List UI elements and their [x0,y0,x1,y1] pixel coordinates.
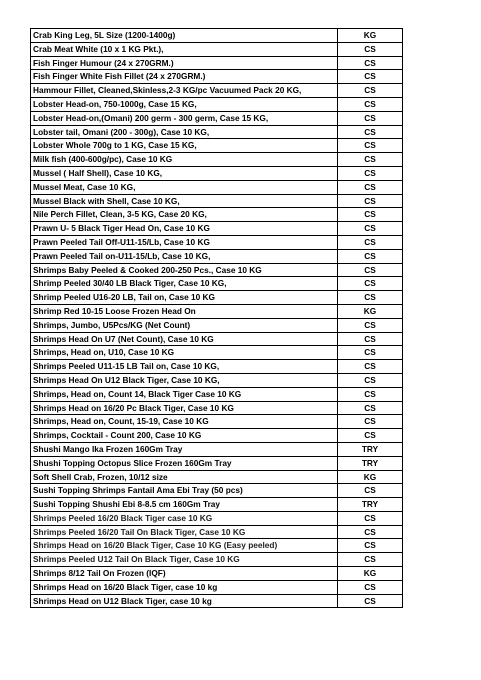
product-unit-cell: CS [338,125,403,139]
product-description-cell: Shrimps, Jumbo, U5Pcs/KG (Net Count) [31,318,338,332]
product-description-cell: Sushi Topping Shushi Ebi 8-8.5 cm 160Gm Tray [31,498,338,512]
product-description-cell: Shushi Mango Ika Frozen 160Gm Tray [31,442,338,456]
product-unit-cell: CS [338,180,403,194]
product-unit-cell: CS [338,346,403,360]
product-unit-cell: CS [338,249,403,263]
table-row [31,263,403,277]
product-unit-cell: CS [338,525,403,539]
product-unit-cell: CS [338,194,403,208]
product-unit-cell: KG [338,567,403,581]
table-row [31,194,403,208]
product-unit-cell: CS [338,553,403,567]
table-row [31,553,403,567]
product-unit-cell: CS [338,56,403,70]
product-description-cell: Shrimps 8/12 Tail On Frozen (IQF) [31,567,338,581]
product-unit-cell: KG [338,304,403,318]
product-description-cell: Shrimp Red 10-15 Loose Frozen Head On [31,304,338,318]
product-unit-cell: CS [338,580,403,594]
product-description-cell: Mussel Meat, Case 10 KG, [31,180,338,194]
table-row [31,360,403,374]
product-description-cell: Shrimps Baby Peeled & Cooked 200-250 Pcs., Case 10 KG [31,263,338,277]
table-row [31,249,403,263]
product-description-cell: Prawn Peeled Tail Off-U11-15/Lb, Case 10 KG [31,235,338,249]
product-unit-cell: CS [338,415,403,429]
product-unit-cell: CS [338,539,403,553]
table-row [31,70,403,84]
product-description-cell: Shrimps, Head on, U10, Case 10 KG [31,346,338,360]
product-description-cell: Sushi Topping Shrimps Fantail Ama Ebi Tray (50 pcs) [31,484,338,498]
table-row [31,511,403,525]
product-description-cell: Shrimps Head On U12 Black Tiger, Case 10 KG, [31,373,338,387]
product-description-cell: Soft Shell Crab, Frozen, 10/12 size [31,470,338,484]
product-price-sheet [30,28,400,608]
table-row [31,180,403,194]
product-unit-cell: CS [338,70,403,84]
product-description-cell: Lobster Head-on, 750-1000g, Case 15 KG, [31,97,338,111]
product-unit-cell: KG [338,470,403,484]
product-unit-cell: KG [338,29,403,43]
table-row [31,525,403,539]
product-unit-cell: CS [338,166,403,180]
product-unit-cell: CS [338,153,403,167]
table-row [31,594,403,608]
product-unit-cell: CS [338,594,403,608]
product-unit-cell: CS [338,401,403,415]
product-description-cell: Prawn Peeled Tail on-U11-15/Lb, Case 10 KG, [31,249,338,263]
table-row [31,539,403,553]
product-description-cell: Shrimps Peeled U11-15 LB Tail on, Case 10 KG, [31,360,338,374]
table-row [31,401,403,415]
product-description-cell: Shrimps Peeled 16/20 Tail On Black Tiger, Case 10 KG [31,525,338,539]
product-description-cell: Shrimps Peeled U12 Tail On Black Tiger, Case 10 KG [31,553,338,567]
table-row [31,304,403,318]
product-unit-cell: TRY [338,498,403,512]
product-description-cell: Lobster Whole 700g to 1 KG, Case 15 KG, [31,139,338,153]
product-description-cell: Shrimps, Cocktail - Count 200, Case 10 KG [31,429,338,443]
product-unit-cell: CS [338,373,403,387]
product-description-cell: Mussel ( Half Shell), Case 10 KG, [31,166,338,180]
product-description-cell: Shrimps, Head on, Count, 15-19, Case 10 KG [31,415,338,429]
table-row [31,456,403,470]
table-row [31,56,403,70]
table-row [31,139,403,153]
product-description-cell: Fish Finger White Fish Fillet (24 x 270GRM.) [31,70,338,84]
product-description-cell: Shrimps Head on 16/20 Pc Black Tiger, Case 10 KG [31,401,338,415]
product-table [30,28,403,608]
table-row [31,346,403,360]
table-row [31,277,403,291]
product-description-cell: Shrimps Peeled 16/20 Black Tiger case 10 KG [31,511,338,525]
product-unit-cell: CS [338,42,403,56]
product-unit-cell: CS [338,263,403,277]
table-row [31,84,403,98]
product-description-cell: Shrimps Head On U7 (Net Count), Case 10 KG [31,332,338,346]
product-unit-cell: CS [338,84,403,98]
product-unit-cell: CS [338,111,403,125]
table-row [31,153,403,167]
table-row [31,470,403,484]
product-description-cell: Shrimp Peeled 30/40 LB Black Tiger, Case 10 KG, [31,277,338,291]
product-unit-cell: CS [338,139,403,153]
table-row [31,97,403,111]
table-row [31,125,403,139]
table-row [31,484,403,498]
table-row [31,373,403,387]
product-unit-cell: CS [338,277,403,291]
table-row [31,235,403,249]
product-unit-cell: CS [338,291,403,305]
table-row [31,111,403,125]
table-row [31,387,403,401]
table-row [31,166,403,180]
product-description-cell: Fish Finger Humour (24 x 270GRM.) [31,56,338,70]
product-unit-cell: CS [338,235,403,249]
product-description-cell: Shrimps, Head on, Count 14, Black Tiger Case 10 KG [31,387,338,401]
product-description-cell: Crab King Leg, 5L Size (1200-1400g) [31,29,338,43]
product-description-cell: Mussel Black with Shell, Case 10 KG, [31,194,338,208]
table-row [31,332,403,346]
table-row [31,567,403,581]
product-description-cell: Shushi Topping Octopus Slice Frozen 160Gm Tray [31,456,338,470]
product-unit-cell: CS [338,511,403,525]
table-row [31,208,403,222]
product-unit-cell: TRY [338,456,403,470]
product-description-cell: Hammour Fillet, Cleaned,Skinless,2-3 KG/pc Vacuumed Pack 20 KG, [31,84,338,98]
product-description-cell: Shrimps Head on U12 Black Tiger, case 10 kg [31,594,338,608]
product-description-cell: Shrimps Head on 16/20 Black Tiger, case 10 kg [31,580,338,594]
product-unit-cell: CS [338,318,403,332]
table-row [31,318,403,332]
product-description-cell: Lobster Head-on,(Omani) 200 germ - 300 germ, Case 15 KG, [31,111,338,125]
table-row [31,580,403,594]
product-description-cell: Lobster tail, Omani (200 - 300g), Case 10 KG, [31,125,338,139]
product-description-cell: Shrimps Head on 16/20 Black Tiger, Case 10 KG (Easy peeled) [31,539,338,553]
product-unit-cell: CS [338,208,403,222]
table-row [31,291,403,305]
product-unit-cell: CS [338,332,403,346]
table-row [31,442,403,456]
table-row [31,415,403,429]
product-description-cell: Crab Meat White (10 x 1 KG Pkt.), [31,42,338,56]
product-table-body [31,29,403,608]
product-description-cell: Shrimp Peeled U16-20 LB, Tail on, Case 10 KG [31,291,338,305]
table-row [31,29,403,43]
product-unit-cell: CS [338,360,403,374]
product-unit-cell: CS [338,222,403,236]
product-description-cell: Prawn U- 5 Black Tiger Head On, Case 10 KG [31,222,338,236]
product-description-cell: Milk fish (400-600g/pc), Case 10 KG [31,153,338,167]
product-description-cell: Nile Perch Fillet, Clean, 3-5 KG, Case 20 KG, [31,208,338,222]
product-unit-cell: CS [338,484,403,498]
table-row [31,42,403,56]
table-row [31,498,403,512]
table-row [31,222,403,236]
product-unit-cell: CS [338,387,403,401]
product-unit-cell: CS [338,429,403,443]
table-row [31,429,403,443]
product-unit-cell: CS [338,97,403,111]
product-unit-cell: TRY [338,442,403,456]
